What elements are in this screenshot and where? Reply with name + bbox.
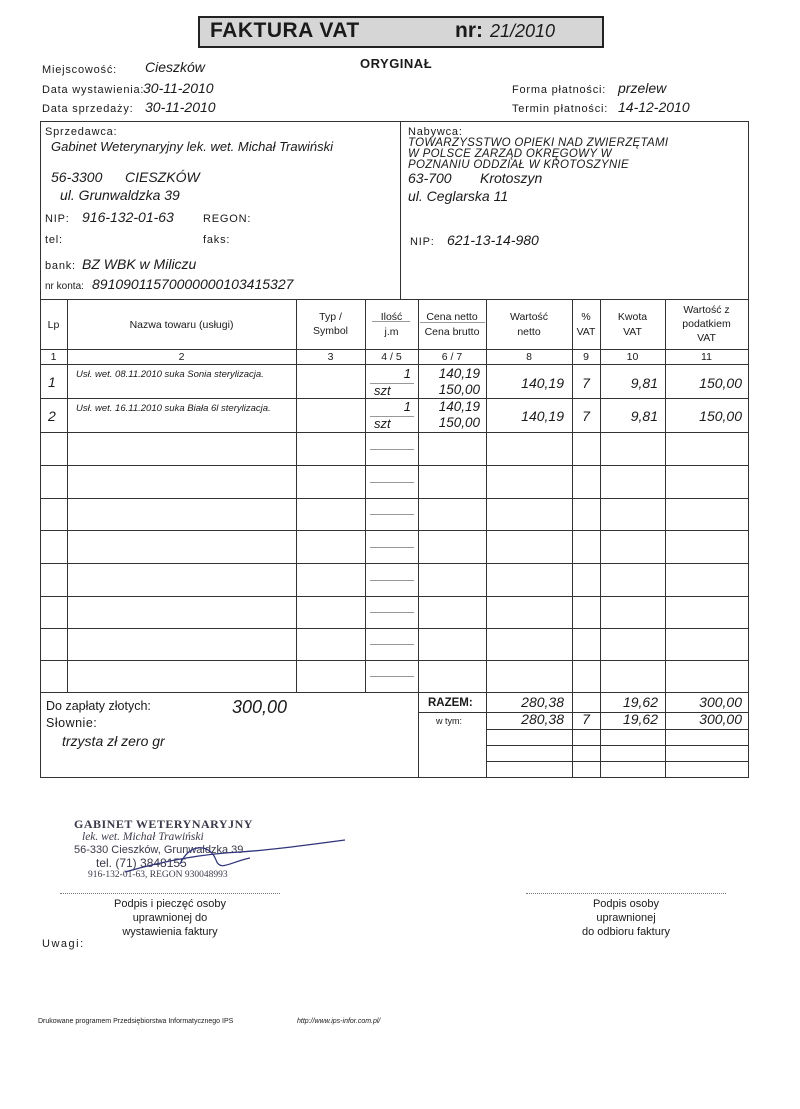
row-qty: 1 xyxy=(403,366,411,381)
col-type-header-2: Symbol xyxy=(312,325,348,337)
original-label: ORYGINAŁ xyxy=(360,56,433,71)
row-lp: 1 xyxy=(48,374,56,390)
stamp-line-2: lek. wet. Michał Trawiński xyxy=(82,831,204,843)
seller-postal: 56-3300 xyxy=(51,169,103,185)
sale-date-label: Data sprzedaży: xyxy=(42,103,134,115)
wtym-gross: 300,00 xyxy=(699,711,742,727)
to-pay-label: Do zapłaty złotych: xyxy=(46,699,151,713)
caption-line: do odbioru faktury xyxy=(581,926,671,938)
buyer-name-line-3: POZNANIU ODDZIAŁ W KROTOSZYNIE xyxy=(408,159,629,171)
seller-label: Sprzedawca: xyxy=(45,126,118,138)
col-number: 4 / 5 xyxy=(381,351,402,363)
row-price-net: 140,19 xyxy=(438,399,480,414)
row-vat-amount: 9,81 xyxy=(630,408,658,424)
footer-url: http://www.ips-infor.com.pl/ xyxy=(297,1018,381,1025)
seller-account-label: nr konta: xyxy=(45,281,84,292)
invoice-number: 21/2010 xyxy=(490,21,556,41)
seller-bank-label: bank: xyxy=(45,260,76,272)
col-number: 9 xyxy=(583,351,589,363)
col-number: 6 / 7 xyxy=(441,351,463,363)
col-number: 1 xyxy=(50,351,57,363)
col-gross-header-2: podatkiem xyxy=(682,318,731,330)
row-vat-amount: 9,81 xyxy=(630,375,658,391)
caption-line: wystawienia faktury xyxy=(122,926,218,938)
row-price-gross: 150,00 xyxy=(438,415,480,430)
row-price-net: 140,19 xyxy=(438,366,480,381)
col-number: 3 xyxy=(327,351,334,363)
col-pct-header-2: VAT xyxy=(576,326,596,338)
buyer-street: ul. Ceglarska 11 xyxy=(408,188,509,204)
row-net-value: 140,19 xyxy=(521,375,564,391)
invoice-title: FAKTURA VAT xyxy=(210,19,360,42)
col-type-header-1: Typ / xyxy=(319,311,342,323)
seller-account: 89109011570000000103415327 xyxy=(92,276,294,292)
row-gross-value: 150,00 xyxy=(699,408,742,424)
seller-regon-label: REGON: xyxy=(203,213,252,225)
row-lp: 2 xyxy=(48,408,56,424)
stamp-line-3: 56-330 Cieszków, Grunwaldzka 39 xyxy=(74,844,244,856)
row-gross-value: 150,00 xyxy=(699,375,742,391)
place-value: Cieszków xyxy=(145,59,205,75)
col-price-header-1: Cena netto xyxy=(426,311,478,323)
seller-bank: BZ WBK w Miliczu xyxy=(82,256,197,272)
row-vat-rate: 7 xyxy=(582,408,590,424)
row-unit: szt xyxy=(374,416,391,431)
caption-line: Podpis osoby xyxy=(592,898,660,910)
notes-label: Uwagi: xyxy=(42,938,85,950)
seller-street: ul. Grunwaldzka 39 xyxy=(60,187,180,203)
wtym-label: w tym: xyxy=(436,716,462,726)
wtym-rate: 7 xyxy=(582,711,590,727)
in-words-label: Słownie: xyxy=(46,716,98,730)
col-pct-header-1: % xyxy=(581,311,591,323)
buyer-nip: 621-13-14-980 xyxy=(447,232,539,248)
payment-due-label: Termin płatności: xyxy=(512,103,609,115)
row-vat-rate: 7 xyxy=(582,375,590,391)
razem-label: RAZEM: xyxy=(428,697,473,709)
row-unit: szt xyxy=(374,383,391,398)
to-pay-amount: 300,00 xyxy=(232,697,288,717)
printed-by-text: Drukowane programem Przedsiębiorstwa Informatycznego IPS xyxy=(38,1018,234,1025)
col-net-header-2: netto xyxy=(517,326,541,338)
buyer-postal: 63-700 xyxy=(408,170,452,186)
payment-due-value: 14-12-2010 xyxy=(618,99,690,115)
seller-name: Gabinet Weterynaryjny lek. wet. Michał Trawiński xyxy=(51,139,334,154)
left-signature-caption xyxy=(60,897,280,939)
buyer-name-line-2: W POLSCE ZARZĄD OKRĘGOWY W xyxy=(408,148,612,160)
wtym-vat: 19,62 xyxy=(622,711,658,727)
caption-line: Podpis i pieczęć osoby xyxy=(114,898,226,910)
buyer-city: Krotoszyn xyxy=(480,170,543,186)
col-lp-header: Lp xyxy=(47,319,60,331)
row-price-gross: 150,00 xyxy=(438,382,480,397)
seller-tel-label: tel: xyxy=(45,234,63,246)
left-signature-line xyxy=(60,893,280,894)
issue-date-value: 30-11-2010 xyxy=(143,80,214,96)
col-gross-header-3: VAT xyxy=(697,332,716,344)
stamp-line-5: 916-132-01-63, REGON 930048993 xyxy=(88,870,228,880)
row-item-name: Usł. wet. 16.11.2010 suka Biała 6l sterylizacja. xyxy=(76,403,271,414)
buyer-nip-label: NIP: xyxy=(410,236,435,248)
col-number: 8 xyxy=(526,351,532,363)
place-label: Miejscowość: xyxy=(42,64,118,76)
col-price-header-2: Cena brutto xyxy=(424,326,480,338)
col-name-header: Nazwa towaru (usługi) xyxy=(129,319,234,331)
in-words-value: trzysta zł zero gr xyxy=(62,733,165,749)
caption-line: uprawnionej do xyxy=(132,912,208,924)
seller-nip: 916-132-01-63 xyxy=(82,209,174,225)
col-net-header-1: Wartość xyxy=(509,311,549,323)
invoice-number-label: nr: xyxy=(455,19,483,42)
seller-city: CIESZKÓW xyxy=(125,169,200,185)
razem-gross: 300,00 xyxy=(699,694,742,710)
razem-vat: 19,62 xyxy=(622,694,658,710)
buyer-name-line-1: TOWARZYSSTWO OPIEKI NAD ZWIERZĘTAMI xyxy=(408,137,669,149)
seller-nip-label: NIP: xyxy=(45,213,70,225)
col-qty-header-2: j.m xyxy=(384,326,399,338)
seller-fax-label: faks: xyxy=(203,234,231,246)
wtym-net: 280,38 xyxy=(521,711,564,727)
col-qty-header-1: Ilość xyxy=(380,311,403,323)
col-gross-header-1: Wartość z xyxy=(683,304,730,316)
col-number: 11 xyxy=(701,351,712,363)
col-vat-header-2: VAT xyxy=(623,326,642,338)
stamp-line-4: tel. (71) 3848155 xyxy=(96,856,187,870)
caption-line: uprawnionej xyxy=(596,912,656,924)
col-number: 2 xyxy=(178,351,185,363)
payment-form-value: przelew xyxy=(618,80,667,96)
row-item-name: Usł. wet. 08.11.2010 suka Sonia sterylizacja. xyxy=(76,369,264,380)
signature-scribble xyxy=(120,832,350,882)
col-vat-header-1: Kwota xyxy=(617,311,648,323)
sale-date-value: 30-11-2010 xyxy=(145,99,216,115)
payment-form-label: Forma płatności: xyxy=(512,84,607,96)
right-signature-caption xyxy=(526,897,726,939)
col-number: 10 xyxy=(626,351,639,363)
issue-date-label: Data wystawienia: xyxy=(42,84,145,96)
razem-net: 280,38 xyxy=(521,694,564,710)
row-qty: 1 xyxy=(403,399,411,414)
right-signature-line xyxy=(526,893,726,894)
stamp-line-1: GABINET WETERYNARYJNY xyxy=(74,817,253,831)
buyer-label: Nabywca: xyxy=(408,126,463,138)
row-net-value: 140,19 xyxy=(521,408,564,424)
